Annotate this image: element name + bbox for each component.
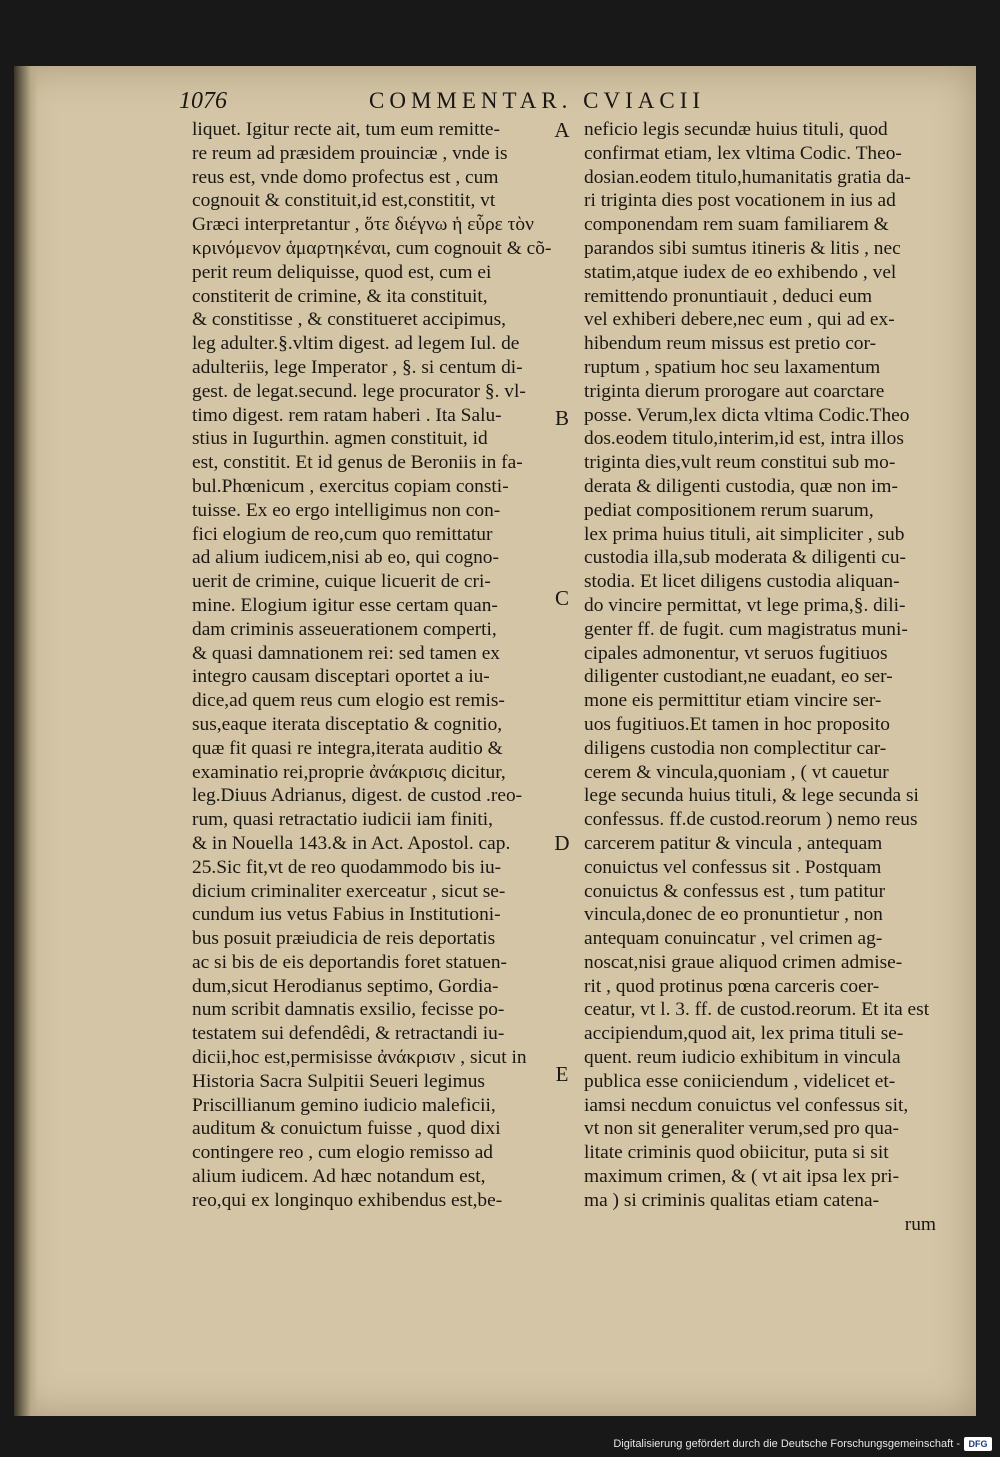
dfg-logo: DFG [964,1437,992,1451]
right-column-line: confirmat etiam, lex vltima Codic. Theo- [584,142,902,164]
margin-letter-b: B [554,406,569,430]
right-column-line: ceatur, vt l. 3. ff. de custod.reorum. Et ita est [584,999,930,1021]
left-column-line: cognouit & constituit,id est,constitit, vt [192,190,496,212]
right-column-line: posse. Verum,lex dicta vltima Codic.Theo [584,404,910,426]
left-column-line: examinatio rei,proprie ἀνάκρισις dicitur, [192,761,506,783]
left-column-line: testatem sui defendêdi, & retractandi iu- [192,1023,505,1045]
right-column-line: antequam conuincatur , vel crimen ag- [584,928,883,950]
right-column-line: accipiendum,quod ait, lex prima tituli se- [584,1023,904,1045]
right-column-line: vt non sit generaliter verum,sed pro qua- [584,1118,900,1140]
left-column-line: sus,eaque iterata disceptatio & cognitio, [192,713,503,735]
left-column-line: liquet. Igitur recte ait, tum eum remitte- [192,119,500,140]
right-column-line: rit , quod protinus pœna carceris coer- [584,975,880,997]
footer-credit: Digitalisierung gefördert durch die Deutsche Forschungsgemeinschaft - [613,1438,960,1450]
right-column-line: statim,atque iudex de eo exhibendo , vel [584,261,897,283]
left-column-line: mine. Elogium igitur esse certam quan- [192,594,498,616]
left-column-line: bus posuit præiudicia de reis deportatis [192,928,496,950]
right-column-line: pediat compositionem rerum suarum, [584,499,874,521]
right-column-line: litate criminis quod obiicitur, puta si sit [584,1142,889,1164]
left-column-line: & in Nouella 143.& in Act. Apostol. cap. [192,832,511,854]
right-column-line: uos fugitiuos.Et tamen in hoc proposito [584,713,890,735]
margin-letter-c: C [554,586,569,610]
left-column-line: fici elogium de reo,cum quo remittatur [192,523,493,545]
left-column-line: & constitisse , & constitueret accipimus, [192,309,506,331]
right-column-line: parandos sibi sumtus itineris & litis , nec [584,237,901,259]
right-column-line: noscat,nisi graue aliquod crimen admise- [584,951,903,973]
left-column-line: gest. de legat.secund. lege procurator §. vl- [192,380,526,402]
right-column-line: diligens custodia non complectitur car- [584,737,887,759]
left-column-line: constiterit de crimine, & ita constituit, [192,285,488,307]
left-column-line: cundum ius vetus Fabius in Institutioni- [192,904,501,926]
right-column-line: vincula,donec de eo pronuntietur , non [584,904,883,926]
right-column-line: cerem & vincula,quoniam , ( vt cauetur [584,761,889,783]
left-column-line: rum, quasi retractatio iudicii iam finiti, [192,809,494,831]
right-column-line: ma ) si criminis qualitas etiam catena- [584,1189,880,1211]
left-column-line: dum,sicut Herodianus septimo, Gordia- [192,975,499,997]
right-column-line: derata & diligenti custodia, quæ non im- [584,475,898,497]
left-column-line: auditum & conuictum fuisse , quod dixi [192,1118,501,1140]
right-column-line: hibendum reum missus est pretio cor- [584,333,877,355]
left-column-line: uerit de crimine, cuique licuerit de cri- [192,571,491,593]
right-column-line: cipales admonentur, vt seruos fugitiuos [584,642,888,664]
right-column-line: do vincire permittat, vt lege prima,§. dili- [584,594,906,616]
book-page [14,66,976,1416]
right-column-line: diligenter custodiant,ne euadant, eo ser- [584,666,893,688]
right-column-line: stodia. Et licet diligens custodia aliquan- [584,571,900,593]
left-column-line: perit reum deliquisse, quod est, cum ei [192,261,492,283]
page-number: 1076 [179,88,227,114]
right-column-line: neficio legis secundæ huius tituli, quod [584,119,888,140]
left-column-line: ac si bis de eis deportandis foret statuen- [192,951,508,973]
left-column-line: dice,ad quem reus cum elogio est remis- [192,690,505,712]
left-column-line: bul.Phœnicum , exercitus copiam consti- [192,475,509,497]
margin-letter-e: E [555,1062,569,1086]
left-column-line: adulteriis, lege Imperator , §. si centum di- [192,356,523,378]
right-column-line: custodia illa,sub moderata & diligenti cu- [584,547,907,569]
left-column-line: tuisse. Ex eo ergo intelligimus non con- [192,499,501,521]
right-column-line: dosian.eodem titulo,humanitatis gratia da- [584,166,911,188]
right-column-line: iamsi necdum conuictus vel confessus sit, [584,1094,909,1116]
margin-letter-d: D [554,831,570,855]
left-column-line: integro causam disceptari oportet a iu- [192,666,490,688]
left-column-line: dicii,hoc est,permisisse ἀνάκρισιν , sicut in [192,1047,527,1069]
right-column-line: ri triginta dies post vocationem in ius ad [584,190,896,212]
right-column-line: maximum crimen, & ( vt ait ipsa lex pri- [584,1166,900,1188]
left-column-line: κρινόμενον ἁμαρτηκέναι, cum cognouit & cõ- [192,237,552,259]
left-column-line: 25.Sic fit,vt de reo quodammodo bis iu- [192,856,502,878]
left-column-line: & quasi damnationem rei: sed tamen ex [192,642,501,664]
left-column-line: contingere reo , cum elogio remisso ad [192,1142,493,1164]
right-column-line: lex prima huius tituli, ait simpliciter , sub [584,523,905,545]
margin-letter-a: A [554,118,570,142]
right-column-line: ruptum , spatium hoc seu laxamentum [584,356,881,378]
right-column-line: mone eis permittitur etiam vincire ser- [584,690,882,712]
right-column-line: quent. reum iudicio exhibitum in vincula [584,1047,901,1069]
running-title: COMMENTAR. CVIACII [369,88,706,113]
left-column-line: leg adulter.§.vltim digest. ad legem Iul. de [192,333,520,355]
left-column-line: est, constitit. Et id genus de Beroniis in fa- [192,452,523,474]
right-column-line: remittendo pronuntiauit , deduci eum [584,285,873,307]
left-column-line: stius in Iugurthin. agmen constituit, id [192,428,488,450]
left-column-line: ad alium iudicem,nisi ab eo, qui cogno- [192,547,499,569]
left-column-line: timo digest. rem ratam haberi . Ita Salu- [192,404,502,426]
right-text-column [584,118,936,1236]
right-column-line: dos.eodem titulo,interim,id est, intra illos [584,428,904,450]
left-column-line: alium iudicem. Ad hæc notandum est, [192,1166,486,1188]
left-column-line: num scribit damnatis exsilio, fecisse po- [192,999,505,1021]
left-column-line: dicium criminaliter exerceatur , sicut se- [192,880,506,902]
left-column-line: dam criminis asseuerationem comperti, [192,618,497,640]
left-column-line: reo,qui ex longinquo exhibendus est,be- [192,1189,503,1211]
right-column-line: rum [904,1213,936,1235]
digitization-footer [0,1432,1000,1457]
right-column-line: componendam rem suam familiarem & [584,214,889,236]
right-column-line: genter ff. de fugit. cum magistratus muni- [584,618,908,640]
right-column-line: carcerem patitur & vincula , antequam [584,832,883,854]
left-text-column [192,118,552,1213]
left-column-line: Historia Sacra Sulpitii Seueri legimus [192,1070,485,1092]
right-column-line: conuictus vel confessus sit . Postquam [584,856,882,878]
left-column-line: Priscillianum gemino iudicio maleficii, [192,1094,496,1116]
page-binding-shadow [14,66,38,1416]
left-column-line: reus est, vnde domo profectus est , cum [192,166,499,188]
right-column-line: conuictus & confessus est , tum patitur [584,880,886,902]
left-column-line: Græci interpretantur , ὅτε διέγνω ἡ εὗρε τὸν [192,214,534,236]
left-column-line: re reum ad præsidem prouinciæ , vnde is [192,142,508,164]
left-column-line: quæ fit quasi re integra,iterata auditio & [192,737,503,759]
right-column-line: confessus. ff.de custod.reorum ) nemo reus [584,809,918,831]
right-column-line: vel exhiberi debere,nec eum , qui ad ex- [584,309,895,331]
right-column-line: triginta dierum prorogare aut coarctare [584,380,885,402]
right-column-line: lege secunda huius tituli, & lege secunda si [584,785,919,807]
right-column-line: publica esse coniiciendum , videlicet et- [584,1070,896,1092]
left-column-line: leg.Diuus Adrianus, digest. de custod .reo- [192,785,523,807]
right-column-line: triginta dies,vult reum constitui sub mo- [584,452,896,474]
